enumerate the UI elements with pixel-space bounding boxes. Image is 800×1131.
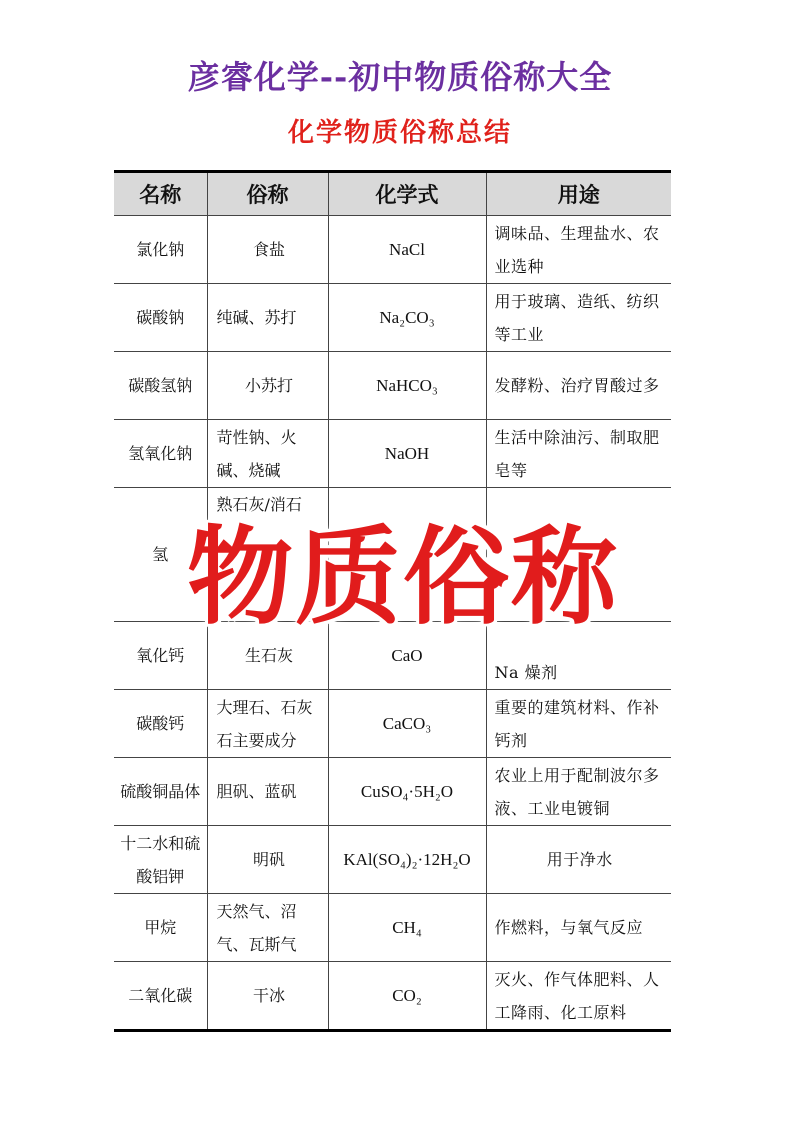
- table-row: [114, 690, 671, 758]
- cell-common: 苛性钠、火碱、烧碱: [207, 420, 328, 488]
- cell-common: 食盐: [207, 216, 328, 284]
- cell-name: 氢: [114, 488, 207, 622]
- cell-name: 十二水和硫酸铝钾: [114, 826, 207, 894]
- cell-formula: NaOH: [328, 420, 486, 488]
- table-row: [114, 352, 671, 420]
- cell-name: 硫酸铜晶体: [114, 758, 207, 826]
- cell-name: 碳酸钠: [114, 284, 207, 352]
- cell-formula: CaO: [328, 622, 486, 690]
- cell-name: 碳酸氢钠: [114, 352, 207, 420]
- cell-formula: CH₄: [328, 894, 486, 962]
- cell-use: 农业上用于配制波尔多液、工业电镀铜: [486, 758, 671, 826]
- cell-formula: CuSO₄·5H₂O: [328, 758, 486, 826]
- table-row: [114, 962, 671, 1031]
- cell-use: 用于玻璃、造纸、纺织等工业: [486, 284, 671, 352]
- page-subtitle: 化学物质俗称总结: [287, 118, 512, 148]
- cell-use: 发酵粉、治疗胃酸过多: [486, 352, 671, 420]
- cell-common: 纯碱、苏打: [207, 284, 328, 352]
- cell-formula: CO₂: [328, 962, 486, 1031]
- cell-common: 小苏打: [207, 352, 328, 420]
- table-row: [114, 216, 671, 284]
- cell-formula: KAl(SO₄)₂·12H₂O: [328, 826, 486, 894]
- cell-name: 二氧化碳: [114, 962, 207, 1031]
- cell-name: 氧化钙: [114, 622, 207, 690]
- table-row: [114, 758, 671, 826]
- cell-common: 天然气、沼气、瓦斯气: [207, 894, 328, 962]
- cell-common: 干冰: [207, 962, 328, 1031]
- cell-common: 大理石、石灰石主要成分: [207, 690, 328, 758]
- table-row: [114, 826, 671, 894]
- cell-use: 用于净水: [486, 826, 671, 894]
- cell-name: 氯化钠: [114, 216, 207, 284]
- table-row: [114, 894, 671, 962]
- cell-name: 氢氧化钠: [114, 420, 207, 488]
- header-formula: 化学式: [328, 172, 486, 216]
- cell-use: Na 燥剂: [486, 622, 671, 690]
- header-use: 用途: [486, 172, 671, 216]
- cell-use: 作燃料，与氧气反应: [486, 894, 671, 962]
- cell-common: 胆矾、蓝矾: [207, 758, 328, 826]
- table-row: [114, 284, 671, 352]
- cell-name: 碳酸钙: [114, 690, 207, 758]
- cell-use: 生活中除油污、制取肥皂等: [486, 420, 671, 488]
- cell-use: 灭火、作气体肥料、人工降雨、化工原料: [486, 962, 671, 1031]
- table-header-row: [114, 172, 671, 216]
- page-title: 彦睿化学--初中物质俗称大全: [187, 58, 613, 96]
- header-name: 名称: [114, 172, 207, 216]
- header-common-name: 俗称: [207, 172, 328, 216]
- cell-formula: NaCl: [328, 216, 486, 284]
- table-row: [114, 420, 671, 488]
- cell-formula: Na₂CO₃: [328, 284, 486, 352]
- cell-common: 熟石灰/消石: [207, 488, 328, 622]
- cell-name: 甲烷: [114, 894, 207, 962]
- overlay-banner-text: 物质俗称: [187, 516, 619, 639]
- cell-common: 生石灰: [207, 622, 328, 690]
- cell-use: 调味品、生理盐水、农业选种: [486, 216, 671, 284]
- cell-formula: NaHCO₃: [328, 352, 486, 420]
- cell-common: 明矾: [207, 826, 328, 894]
- cell-use: 重要的建筑材料、作补钙剂: [486, 690, 671, 758]
- cell-formula: CaCO₃: [328, 690, 486, 758]
